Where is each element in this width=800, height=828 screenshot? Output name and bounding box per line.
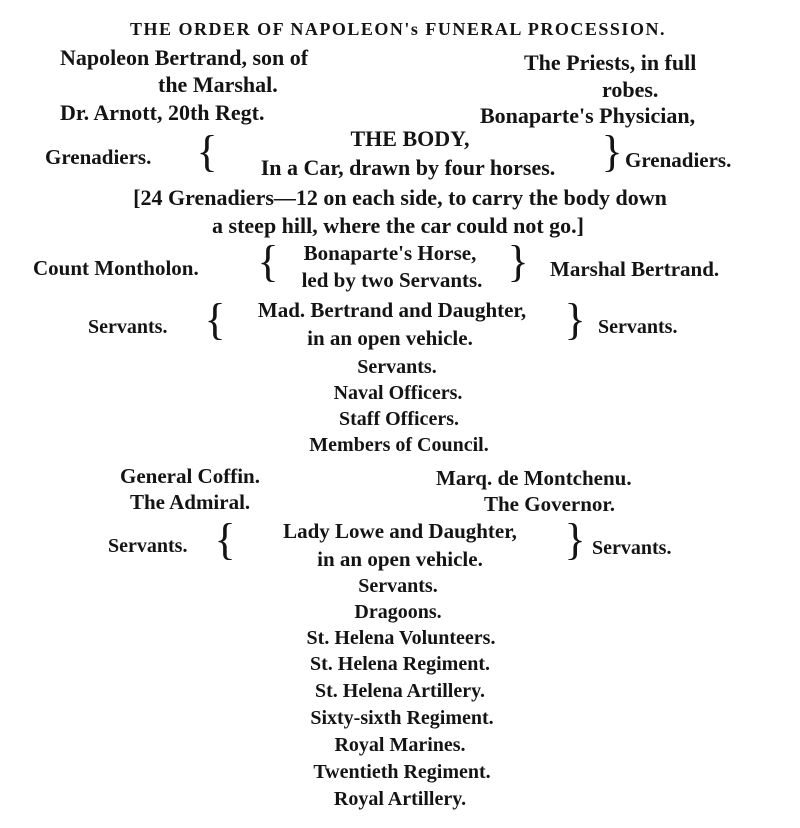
servants-right-lowe: Servants. bbox=[592, 537, 672, 559]
marshal-bertrand: Marshal Bertrand. bbox=[550, 257, 720, 281]
brace-left-horse: { bbox=[257, 237, 279, 286]
bonaparte-horse-line1: Bonaparte's Horse, bbox=[303, 241, 477, 265]
the-body-heading: THE BODY, bbox=[350, 126, 470, 151]
grenadiers-note-line2: a steep hill, where the car could not go.] bbox=[212, 213, 584, 238]
count-montholon: Count Montholon. bbox=[33, 256, 199, 280]
st-helena-artillery: St. Helena Artillery. bbox=[315, 680, 485, 702]
staff-officers: Staff Officers. bbox=[339, 408, 459, 430]
brace-right-horse: } bbox=[507, 237, 529, 286]
general-coffin: General Coffin. bbox=[120, 464, 260, 488]
servants-right-mad: Servants. bbox=[598, 316, 678, 338]
royal-artillery: Royal Artillery. bbox=[333, 788, 467, 810]
brace-right-body: } bbox=[601, 127, 623, 176]
marq-de-montchenu: Marq. de Montchenu. bbox=[436, 466, 632, 490]
dr-arnott: Dr. Arnott, 20th Regt. bbox=[60, 100, 265, 125]
mad-bertrand-line1: Mad. Bertrand and Daughter, bbox=[257, 298, 527, 322]
sixty-sixth-regiment: Sixty-sixth Regiment. bbox=[310, 707, 494, 729]
mad-bertrand-line2: in an open vehicle. bbox=[307, 326, 473, 350]
grenadiers-left: Grenadiers. bbox=[45, 145, 152, 169]
brace-right-lowe: } bbox=[564, 515, 586, 564]
procession-title: THE ORDER OF NAPOLEON's FUNERAL PROCESSION. bbox=[130, 19, 666, 39]
grenadiers-note-line1: [24 Grenadiers—12 on each side, to carry the body down bbox=[133, 185, 667, 210]
st-helena-regiment: St. Helena Regiment. bbox=[310, 653, 490, 675]
the-governor: The Governor. bbox=[484, 492, 616, 516]
napoleon-bertrand-line2: the Marshal. bbox=[158, 72, 278, 97]
servants-left-lowe: Servants. bbox=[108, 535, 188, 557]
servants-after-mad: Servants. bbox=[357, 356, 437, 378]
lady-lowe-line1: Lady Lowe and Daughter, bbox=[283, 519, 517, 543]
st-helena-volunteers: St. Helena Volunteers. bbox=[306, 627, 496, 649]
brace-left-body: { bbox=[196, 127, 218, 176]
twentieth-regiment: Twentieth Regiment. bbox=[313, 761, 491, 783]
naval-officers: Naval Officers. bbox=[333, 382, 463, 404]
bonaparte-horse-line2: led by two Servants. bbox=[301, 268, 483, 292]
servants-after-lowe: Servants. bbox=[358, 575, 438, 597]
bonaparte-physician: Bonaparte's Physician, bbox=[480, 103, 696, 128]
royal-marines: Royal Marines. bbox=[334, 734, 466, 756]
brace-left-lowe: { bbox=[214, 515, 236, 564]
members-of-council: Members of Council. bbox=[309, 434, 489, 456]
brace-right-mad: } bbox=[564, 295, 586, 344]
servants-left-mad: Servants. bbox=[88, 316, 168, 338]
grenadiers-right: Grenadiers. bbox=[625, 148, 732, 172]
brace-left-mad: { bbox=[204, 295, 226, 344]
priests-line1: The Priests, in full bbox=[524, 50, 697, 75]
dragoons: Dragoons. bbox=[354, 601, 442, 623]
lady-lowe-line2: in an open vehicle. bbox=[317, 547, 483, 571]
priests-line2: robes. bbox=[602, 77, 659, 102]
napoleon-bertrand-line1: Napoleon Bertrand, son of bbox=[60, 45, 309, 70]
the-admiral: The Admiral. bbox=[130, 490, 251, 514]
body-car-line: In a Car, drawn by four horses. bbox=[260, 155, 556, 180]
